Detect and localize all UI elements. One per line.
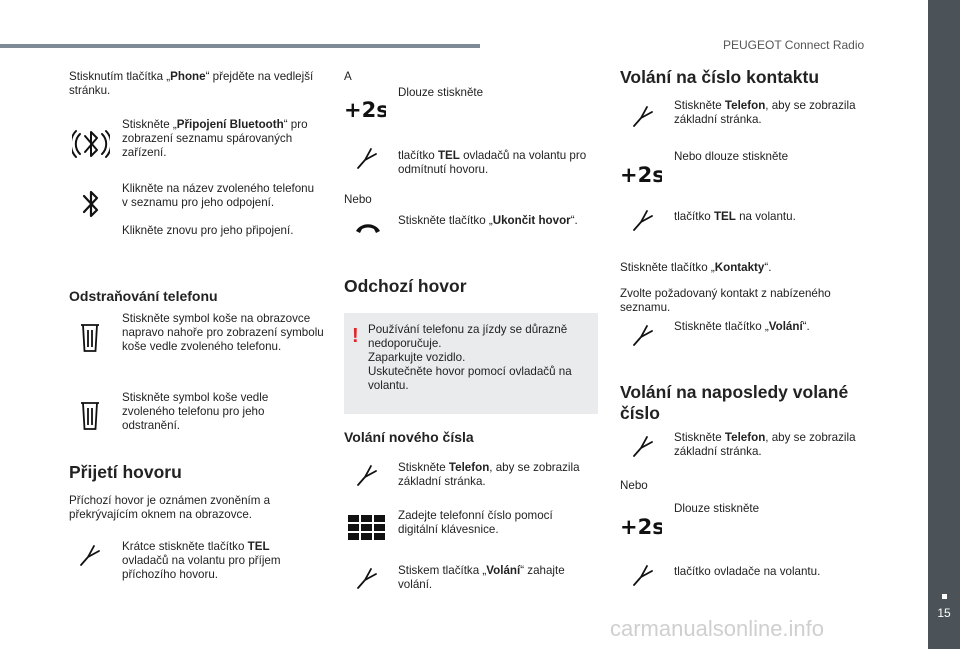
new-number-heading: Volání nového čísla bbox=[344, 429, 474, 445]
label-a: A bbox=[344, 70, 352, 83]
watermark: carmanualsonline.info bbox=[610, 616, 825, 641]
warning-mark: ! bbox=[352, 325, 359, 347]
c-step5-text: Zvolte požadovaný kontakt z nabízeného seznamu. bbox=[620, 287, 831, 314]
page-number: 15 bbox=[937, 606, 951, 620]
finger-tap-icon bbox=[631, 434, 655, 458]
header-bar bbox=[0, 44, 480, 48]
long-press-2s-icon bbox=[620, 510, 662, 540]
svg-text:+2s: +2s bbox=[344, 98, 386, 122]
r-long-text: Dlouze stiskněte bbox=[674, 502, 760, 515]
keypad-icon bbox=[348, 515, 386, 541]
long-press-text: Dlouze stiskněte bbox=[398, 86, 484, 99]
remove-heading: Odstraňování telefonu bbox=[69, 288, 218, 304]
remove-step2-text: Stiskněte symbol koše vedle zvoleného telefonu pro jeho odstranění. bbox=[122, 391, 269, 432]
nn-step1-text: Stiskněte Telefon, aby se zobrazila základní stránka. bbox=[398, 461, 580, 488]
finger-tap-icon bbox=[631, 563, 655, 587]
bt-step-text: Stiskněte „Připojení Bluetooth“ pro zobrazení seznamu spárovaných zařízení. bbox=[122, 118, 308, 159]
finger-tap-icon bbox=[355, 463, 379, 487]
finger-tap-icon bbox=[631, 104, 655, 128]
or-text: Nebo bbox=[344, 193, 372, 206]
trash-icon bbox=[79, 400, 101, 432]
svg-text:+2s: +2s bbox=[620, 515, 662, 539]
answer-intro-text: Příchozí hovor je oznámen zvoněním a překrývajícím oknem na obrazovce. bbox=[69, 494, 271, 521]
c-step3-text: tlačítko TEL na volantu. bbox=[674, 210, 796, 223]
finger-tap-icon bbox=[631, 323, 655, 347]
header-title: PEUGEOT Connect Radio bbox=[723, 38, 865, 52]
or-text: Nebo bbox=[620, 479, 648, 492]
svg-text:+2s: +2s bbox=[620, 163, 662, 187]
r-step2-text: tlačítko ovladače na volantu. bbox=[674, 565, 821, 578]
end-call-text: Stiskněte tlačítko „Ukončit hovor“. bbox=[398, 214, 578, 227]
c-step6-text: Stiskněte tlačítko „Volání“. bbox=[674, 320, 810, 333]
bluetooth-signal-icon bbox=[72, 122, 110, 166]
long-press-2s-icon bbox=[344, 93, 386, 123]
reject-text: tlačítko TEL ovladačů na volantu pro odmítnutí hovoru. bbox=[398, 149, 587, 176]
side-tab bbox=[928, 0, 960, 649]
answer-heading: Přijetí hovoru bbox=[69, 462, 182, 482]
remove-step1-text: Stiskněte symbol koše na obrazovce napravo nahoře pro zobrazení symbolu koše vedle zvoleného telefonu. bbox=[122, 312, 324, 353]
finger-tap-icon bbox=[631, 208, 655, 232]
contact-heading: Volání na číslo kontaktu bbox=[620, 67, 820, 87]
r-step1-text: Stiskněte Telefon, aby se zobrazila základní stránka. bbox=[674, 431, 856, 458]
nn-step2-text: Zadejte telefonní číslo pomocí digitální klávesnice. bbox=[398, 509, 553, 536]
nn-step3-text: Stiskem tlačítka „Volání“ zahajte volání. bbox=[398, 564, 565, 591]
c-step1-text: Stiskněte Telefon, aby se zobrazila základní stránka. bbox=[674, 99, 856, 126]
answer-step-text: Krátce stiskněte tlačítko TEL ovladačů na volantu pro příjem příchozího hovoru. bbox=[122, 540, 281, 581]
long-press-2s-icon bbox=[620, 158, 662, 188]
recent-heading: Volání na naposledy volané číslo bbox=[620, 382, 849, 423]
bluetooth-icon bbox=[80, 186, 102, 222]
c-step4-text: Stiskněte tlačítko „Kontakty“. bbox=[620, 261, 772, 274]
reconnect-text: Klikněte znovu pro jeho připojení. bbox=[122, 224, 294, 237]
intro-text: Stisknutím tlačítka „Phone“ přejděte na vedlejší stránku. bbox=[69, 70, 314, 97]
disconnect-text: Klikněte na název zvoleného telefonu v seznamu pro jeho odpojení. bbox=[122, 182, 315, 209]
warning-text: Používání telefonu za jízdy se důrazně nedoporučuje. Zaparkujte vozidlo. Uskutečněte hovor pomocí ovladačů na volantu. bbox=[368, 323, 572, 392]
finger-tap-icon bbox=[355, 566, 379, 590]
hang-up-icon bbox=[355, 221, 381, 235]
trash-icon bbox=[79, 322, 101, 354]
c-step2-text: Nebo dlouze stiskněte bbox=[674, 150, 789, 163]
finger-tap-icon bbox=[78, 543, 102, 567]
continue-marker bbox=[942, 594, 947, 599]
outgoing-heading: Odchozí hovor bbox=[344, 276, 467, 296]
warning-box bbox=[344, 313, 598, 414]
finger-tap-icon bbox=[355, 146, 379, 170]
